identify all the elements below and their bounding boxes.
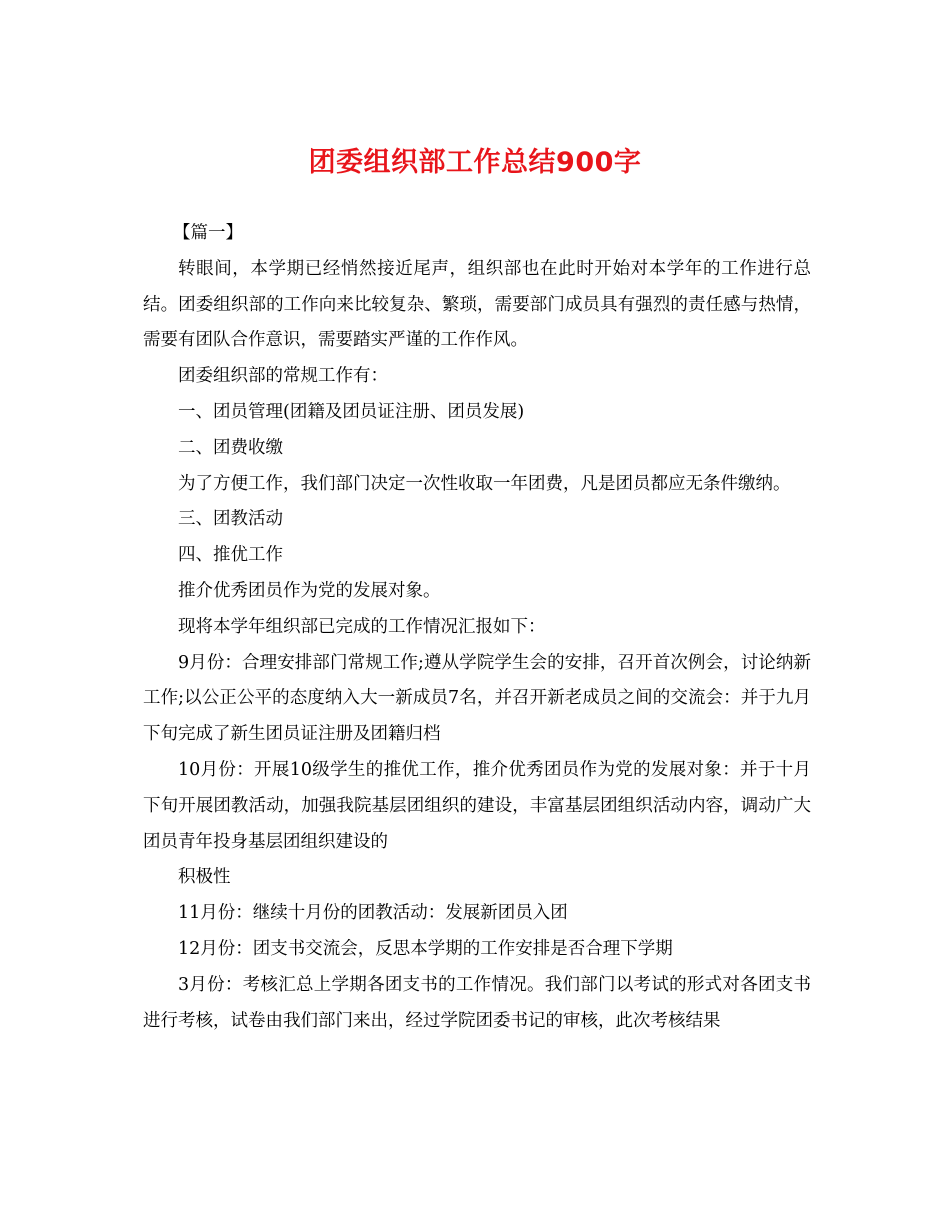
- paragraph-enthusiasm: 积极性: [178, 867, 231, 888]
- section-heading: 【篇一】: [173, 223, 243, 243]
- document-body: [143, 216, 811, 1039]
- list-item-fee-collection: 二、团费收缴: [178, 437, 283, 458]
- paragraph-report-intro: 现将本学年组织部已完成的工作情况汇报如下：: [178, 616, 546, 637]
- paragraph-recommendation-detail: 推介优秀团员作为党的发展对象。: [178, 580, 441, 601]
- paragraph-november: 11月份：继续十月份的团教活动：发展新团员入团: [178, 903, 568, 924]
- paragraph-intro: 转眼间，本学期已经悄然接近尾声，组织部也在此时开始对本学年的工作进行总结。团委组织部的工作向来比较复杂、繁琐，需要部门成员具有强烈的责任感与热情，需要有团队合作意识，需要踏实严谨的工作作风。: [143, 258, 811, 351]
- paragraph-december: 12月份：团支书交流会，反思本学期的工作安排是否合理下学期: [178, 938, 673, 959]
- paragraph-routine-heading: 团委组织部的常规工作有：: [178, 366, 388, 387]
- paragraph-march: 3月份：考核汇总上学期各团支书的工作情况。我们部门以考试的形式对各团支书进行考核，试卷由我们部门来出，经过学院团委书记的审核，此次考核结果: [143, 974, 811, 1031]
- paragraph-october: 10月份：开展10级学生的推优工作，推介优秀团员作为党的发展对象：并于十月下旬开展团教活动，加强我院基层团组织的建设，丰富基层团组织活动内容，调动广大团员青年投身基层团组织建设的: [143, 759, 811, 852]
- list-item-recommendation: 四、推优工作: [178, 545, 283, 566]
- document-title: 团委组织部工作总结900字: [308, 147, 642, 178]
- list-item-education-activity: 三、团教活动: [178, 509, 283, 530]
- paragraph-fee-detail: 为了方便工作，我们部门决定一次性收取一年团费，凡是团员都应无条件缴纳。: [178, 473, 791, 494]
- list-item-member-management: 一、团员管理(团籍及团员证注册、团员发展): [178, 401, 525, 422]
- paragraph-september: 9月份：合理安排部门常规工作;遵从学院学生会的安排，召开首次例会，讨论纳新工作;以公正公平的态度纳入大一新成员7名，并召开新老成员之间的交流会：并于九月下旬完成了新生团员证注册及团籍归档: [143, 652, 811, 745]
